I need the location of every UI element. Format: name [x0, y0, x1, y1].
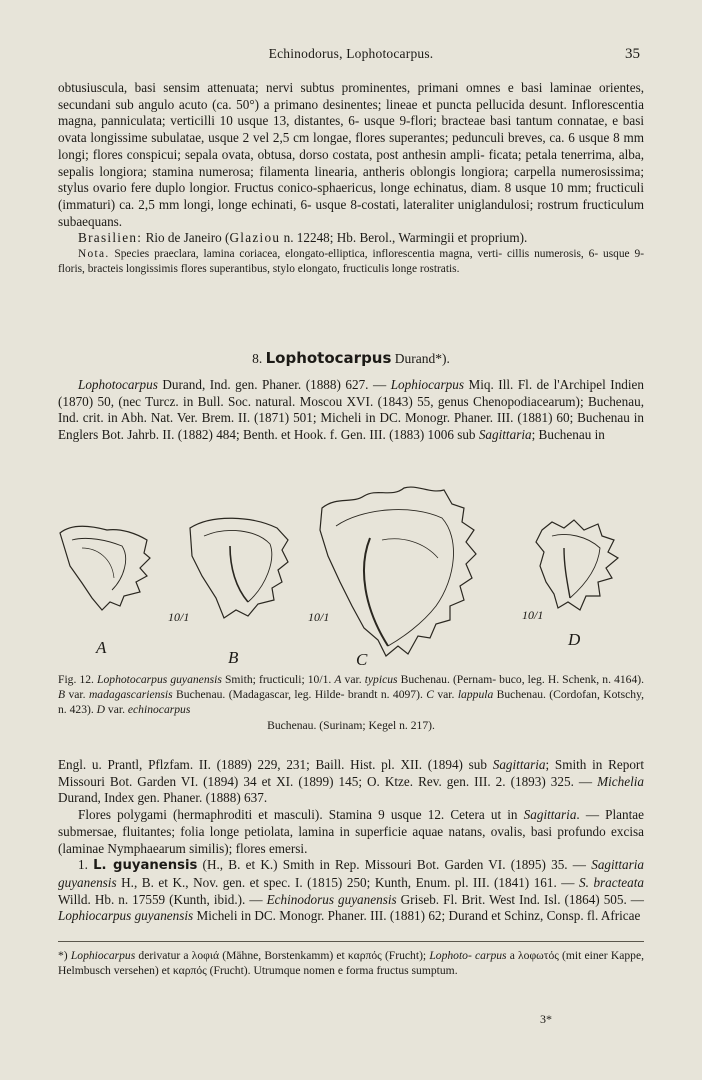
caption-text-6: var. — [433, 688, 458, 702]
syn2-taxon-2: Michelia — [597, 773, 644, 789]
nota-paragraph — [58, 247, 644, 276]
se-taxon-4: Lophiocarpus guyanensis — [58, 908, 194, 924]
figure-scale-b: 10/1 — [308, 610, 330, 624]
caption-var-d: echinocarpus — [127, 703, 191, 717]
fn-text-2: a λοφωτός (mit einer Kappe, Helmbusch versehen) et καρπός (Frucht). Utrumque nomen e forma fructus sumptum. — [58, 949, 644, 977]
genus-heading — [58, 349, 644, 367]
syn-taxon-3: Sagittaria — [478, 427, 532, 443]
genus-text-continued — [58, 757, 644, 925]
running-title: Echinodorus, Lophotocarpus. — [268, 46, 434, 61]
se-taxon-2: S. bracteata — [579, 874, 644, 890]
gd-taxon: Sagittaria — [523, 807, 577, 823]
genus-name: Lophotocarpus — [265, 349, 392, 367]
se-text-2: H., B. et K., Nov. gen. et spec. I. (1815) 250; Kunth, Enum. pl. III. (1841) 161. — — [116, 874, 580, 890]
caption-label-c: C — [426, 688, 434, 702]
caption-label-a: A — [334, 673, 342, 686]
se-text-3: Willd. Hb. n. 17559 (Kunth, ibid.). — — [58, 891, 267, 907]
figure-label-c: C — [356, 650, 368, 669]
caption-text-4: var. — [65, 688, 89, 702]
genus-synonymy — [58, 377, 644, 444]
caption-var-c: lappula — [457, 688, 494, 702]
caption-text-1: Smith; fructiculi; 10/1. — [221, 673, 335, 686]
se-text-4: Griseb. Fl. Brit. West Ind. Isl. (1864) 505. — — [396, 891, 644, 907]
nota-text: Species praeclara, lamina coriacea, elongato-elliptica, inflorescentia magna, verti- cillis numerosis, 6- usque 9-floris, bracteis longissimis flores superantibus, stylo elongato, fructiculis longe rostratis. — [58, 248, 644, 275]
caption-label-b: B — [58, 688, 66, 702]
figure-scale-a: 10/1 — [168, 610, 190, 624]
syn-taxon-1: Lophotocarpus — [78, 377, 158, 392]
page-header — [58, 46, 644, 66]
figure-label-a: A — [96, 638, 107, 657]
caption-text-7: Buchenau. (Cordofan, Kotschy, n. 423). — [58, 688, 645, 717]
syn2-text-2: ; Smith in Report Missouri Bot. Garden VI. (1894) 34 et XI. (1899) 145; O. Ktze. Rev. gen. III. 2. (1893) 325. — — [58, 757, 644, 789]
fn-taxon-1: Lophiocarpus — [70, 949, 136, 962]
fn-text-1: derivatur a λοφιά (Mähne, Borstenkamm) et καρπός (Frucht); — [135, 949, 430, 962]
footnote — [58, 948, 644, 978]
fruitlet-illustration — [52, 478, 652, 668]
syn2-text-3: Durand, Index gen. Phaner. (1888) 637. — [58, 790, 268, 806]
caption-fig-number: Fig. 12. — [58, 673, 94, 686]
footnote-rule — [58, 941, 644, 942]
nota-label: Nota. — [78, 248, 110, 261]
genus-author: Durand*). — [394, 351, 450, 366]
synonymy-continued — [58, 757, 644, 807]
syn2-text-1: Engl. u. Prantl, Pflzfam. II. (1889) 229, 231; Baill. Hist. pl. XII. (1894) sub — [58, 757, 493, 772]
syn-text-3: ; Buchenau in — [531, 427, 605, 443]
syn-taxon-2: Lophiocarpus — [390, 377, 464, 392]
distribution-text: Rio de Janeiro ( — [142, 230, 230, 246]
footnote-mark: *) — [58, 949, 71, 962]
fruitlet-b-drawing — [190, 518, 288, 618]
caption-label-d: D — [96, 703, 106, 717]
distribution-rest: n. 12248; Hb. Berol., Warmingii et proprium). — [280, 230, 528, 246]
caption-var-b: madagascariensis — [88, 688, 173, 702]
caption-text-2: var. — [341, 673, 365, 686]
se-text-1: (H., B. et K.) Smith in Rep. Missouri Bot. Garden VI. (1895) 35. — — [197, 857, 592, 873]
genus-description-paragraph — [58, 807, 644, 857]
species-description — [58, 80, 644, 276]
figure-scale-d: 10/1 — [522, 608, 544, 622]
distribution-region: Brasilien: — [78, 230, 143, 246]
gd-text-1: Flores polygami (hermaphroditi et masculi). Stamina 9 usque 12. Cetera ut in — [78, 807, 524, 823]
caption-last-line: Buchenau. (Surinam; Kegel n. 217). — [267, 718, 435, 732]
signature-mark: 3* — [540, 1012, 552, 1026]
fruitlet-d-drawing — [536, 520, 618, 610]
fruitlet-a-drawing — [60, 526, 150, 610]
figure-caption — [58, 672, 644, 733]
figure-label-d: D — [568, 630, 581, 649]
caption-species: Lophotocarpus guyanensis — [97, 673, 222, 686]
species-name: L. guyanensis — [93, 858, 198, 874]
syn-text-1: Durand, Ind. gen. Phaner. (1888) 627. — — [157, 377, 391, 392]
species-entry — [58, 857, 644, 925]
distribution-collector: Glaziou — [229, 230, 281, 246]
genus-number: 8. — [252, 351, 263, 366]
distribution-line — [58, 230, 644, 247]
figure-label-b: B — [228, 648, 239, 667]
syn-text-2: Miq. Ill. Fl. de l'Archipel Indien (1870) 50, (nec Turcz. in Bull. Soc. natural. Moscou XVI. (1843) 55, genus Chenopodiacearum); Buchenau, Ind. crit. in Abh. Nat. Ver. Brem. II. (1871) 501; Micheli in DC. Monogr. Phaner. III. (1881) 60; Buchenau in Englers Bot. Jahrb. II. (1882) 484; Benth. et Hook. f. Gen. III. (1883) 1006 sub — [58, 377, 644, 443]
se-text-5: Micheli in DC. Monogr. Phaner. III. (1881) 62; Durand et Schinz, Consp. fl. Africae — [193, 908, 641, 924]
caption-var-a: typicus — [364, 673, 398, 686]
page-number: 35 — [625, 46, 640, 62]
se-taxon-3: Echinodorus guyanensis — [266, 891, 397, 907]
caption-text-8: var. — [105, 703, 128, 717]
fn-taxon-2: Lophoto- carpus — [429, 949, 507, 962]
caption-text-5: Buchenau. (Madagascar, leg. Hilde- brandt n. 4097). — [172, 688, 427, 702]
gd-text-2: . — Plantae submersae, fluitantes; folia longe petiolata, lamina in superficie aquae natans, ovalis, basi profundo excisa (laminae Nymphaearum similis); flores emersi. — [58, 807, 644, 856]
caption-text-3: Buchenau. (Pernam- buco, leg. H. Schenk, n. 4164). — [397, 673, 645, 686]
se-taxon-1: Sagittaria guyanensis — [58, 857, 644, 890]
fruitlet-figure — [52, 478, 652, 668]
syn2-taxon-1: Sagittaria — [492, 757, 546, 772]
fruitlet-c-drawing — [320, 487, 476, 656]
synonymy-paragraph — [58, 377, 644, 444]
description-text: obtusiuscula, basi sensim attenuata; nervi subtus prominentes, primani omnes e basi laminae orientes, secundani sub angulo acuto (ca. 50°) a primano desinentes; lineae et puncta pellucida desunt. Inflorescentia magna, panniculata; verticilli 10 usque 13, distantes, 6- usque 9-flori; bracteae basi tantum connatae, e basi ovata longissime subulatae, usque 2 vel 2,5 cm longae, flores superantes; pedunculi breves, ca. 6 usque 8 mm longi; flores conspicui; sepala ovata, obtusa, dorso costata, post anthesin ampli- ficata; petala tenerrima, alba, sepalis longiora; stamina numerosa; filamenta linearia, antheris oblongis longiora; carpella numerosissima; stylus ovario fere duplo longior. Fructus conico-sphaericus, longe echinatus, diam. 8 usque 10 mm; fructiculi (immaturi) ca. 2,5 mm longi, longe echinati, 6- usque 8-costati, lateraliter uniglandulosi; rostrum fructiculum subaequans. — [58, 80, 644, 229]
species-number: 1. — [78, 857, 88, 873]
